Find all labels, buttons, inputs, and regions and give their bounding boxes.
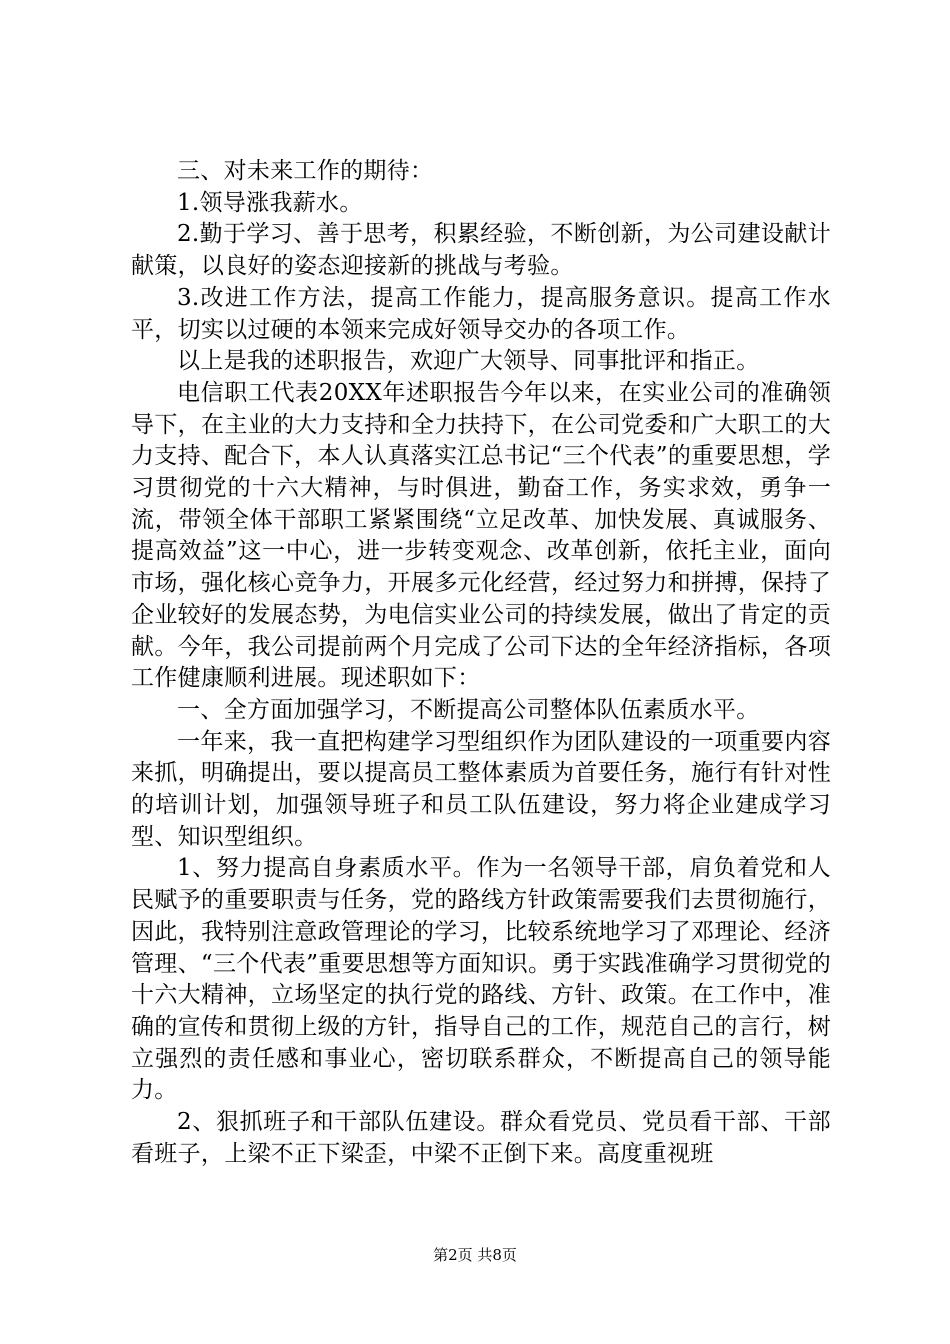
paragraph-team-building: 2、狠抓班子和干部队伍建设。群众看党员、党员看干部、干部看班子，上梁不正下梁歪，中梁不正倒下来。高度重视班 — [131, 1109, 831, 1167]
page-number-footer: 第2页 共8页 — [433, 1246, 517, 1264]
paragraph-learning-organization: 一年来，我一直把构建学习型组织作为团队建设的一项重要内容来抓，明确提出，要以提高员工整体素质为首要任务，施行有针对性的培训计划，加强领导班子和员工队伍建设，努力将企业建成学习型、知识型组织。 — [131, 728, 831, 850]
paragraph-item-1: 1.领导涨我薪水。 — [177, 189, 363, 216]
document-body — [131, 156, 831, 1171]
paragraph-section-one-heading: 一、全方面加强学习，不断提高公司整体队伍素质水平。 — [177, 696, 760, 723]
paragraph-self-improvement: 1、努力提高自身素质水平。作为一名领导干部，肩负着党和人民赋予的重要职责与任务，党的路线方针政策需要我们去贯彻施行，因此，我特别注意政管理论的学习，比较系统地学习了邓理论、经济管理、“三个代表”重要思想等方面知识。勇于实践准确学习贯彻党的十六大精神，立场坚定的执行党的路线、方针、政策。在工作中，准确的宣传和贯彻上级的方针，指导自己的工作，规范自己的言行，树立强烈的责任感和事业心，密切联系群众，不断提高自己的领导能力。 — [131, 855, 831, 1104]
paragraph-section-three-heading: 三、对未来工作的期待： — [177, 158, 434, 184]
paragraph-item-2: 2.勤于学习、善于思考，积累经验，不断创新，为公司建设献计献策，以良好的姿态迎接新的挑战与考验。 — [131, 221, 831, 280]
paragraph-report-intro: 电信职工代表20XX年述职报告今年以来，在实业公司的准确领导下，在主业的大力支持和全力扶持下，在公司党委和广大职工的大力支持、配合下，本人认真落实江总书记“三个代表”的重要思想，学习贯彻党的十六大精神，与时俱进，勤奋工作，务实求效，勇争一流，带领全体干部职工紧紧围绕“立足改革、加快发展、真诚服务、提高效益”这一中心，进一步转变观念、改革创新，依托主业，面向市场，强化核心竞争力，开展多元化经营，经过努力和拼搏，保持了企业较好的发展态势，为电信实业公司的持续发展，做出了肯定的贡献。今年，我公司提前两个月完成了公司下达的全年经济指标，各项工作健康顺利进展。现述职如下： — [131, 379, 831, 692]
paragraph-item-3: 3.改进工作方法，提高工作能力，提高服务意识。提高工作水平，切实以过硬的本领来完成好领导交办的各项工作。 — [131, 284, 831, 343]
paragraph-closing: 以上是我的述职报告，欢迎广大领导、同事批评和指正。 — [177, 348, 760, 375]
